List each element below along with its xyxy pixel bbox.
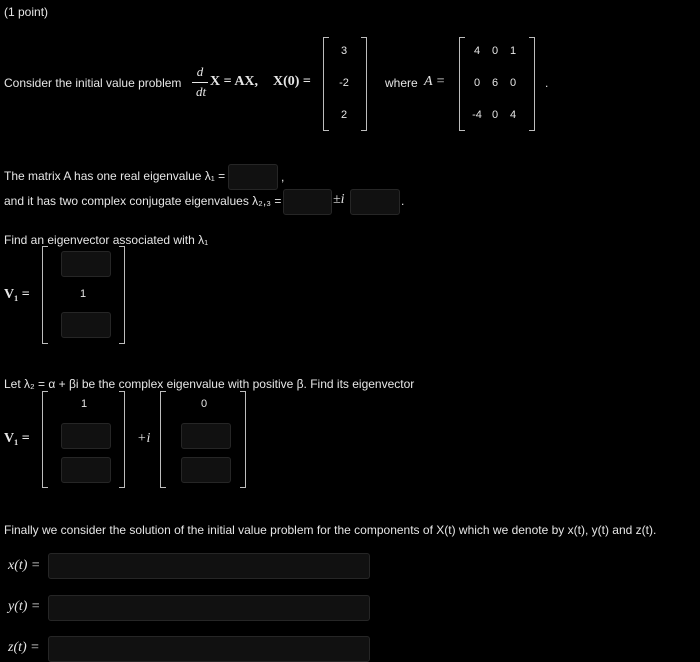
problem-period: . bbox=[545, 76, 549, 90]
x-t-label: x(t) = bbox=[8, 558, 41, 573]
matrix-a-cell: 4 bbox=[473, 45, 481, 57]
complex-eigenvalue-real-input[interactable] bbox=[283, 189, 332, 215]
period: . bbox=[401, 194, 405, 208]
fraction-line bbox=[192, 82, 208, 83]
ode-rhs: X = AX, bbox=[210, 74, 259, 89]
matrix-a-cell: 0 bbox=[491, 109, 499, 121]
eigenvector1-entry: 1 bbox=[79, 288, 87, 300]
matrix-a-cell: -4 bbox=[472, 109, 482, 121]
v2-real-entry-input[interactable] bbox=[61, 423, 111, 449]
v1-label: V₁ = bbox=[4, 287, 30, 302]
matrix-a-cell: 0 bbox=[491, 45, 499, 57]
x-t-input[interactable] bbox=[48, 553, 370, 579]
eigenvector2-prompt: Let λ₂ = α + βi be the complex eigenvalue with positive β. Find its eigenvector bbox=[4, 377, 415, 391]
complex-eigenvalues-prompt: and it has two complex conjugate eigenvalues λ₂,₃ = bbox=[4, 194, 282, 208]
y-t-input[interactable] bbox=[48, 595, 370, 621]
v2-imag-entry-input[interactable] bbox=[181, 423, 231, 449]
points-label: (1 point) bbox=[4, 5, 49, 19]
x0-entry: -2 bbox=[339, 77, 349, 89]
comma: , bbox=[281, 170, 285, 184]
x0-label: X(0) = bbox=[273, 74, 311, 89]
matrix-a-cell: 1 bbox=[509, 45, 517, 57]
x0-entry: 3 bbox=[340, 45, 348, 57]
z-t-label: z(t) = bbox=[8, 640, 40, 655]
solution-prompt: Finally we consider the solution of the initial value problem for the components of X(t) which we denote by x(t), y(t) and z(t). bbox=[4, 523, 657, 537]
real-eigenvalue-input[interactable] bbox=[228, 164, 278, 190]
matrix-a-cell: 0 bbox=[473, 77, 481, 89]
v2-imag-right-bracket bbox=[240, 391, 246, 488]
plus-minus-i: ±i bbox=[333, 192, 345, 207]
v2-real-left-bracket bbox=[42, 391, 48, 488]
matrix-a-right-bracket bbox=[529, 37, 535, 131]
v2-real-right-bracket bbox=[119, 391, 125, 488]
eigenvector1-entry-input[interactable] bbox=[61, 251, 111, 277]
y-t-label: y(t) = bbox=[8, 599, 41, 614]
v2-label: V₁ = bbox=[4, 431, 30, 446]
derivative-numerator: d bbox=[196, 64, 204, 79]
v2-real-entry: 1 bbox=[80, 398, 88, 410]
problem-intro: Consider the initial value problem bbox=[4, 76, 182, 90]
matrix-a-cell: 0 bbox=[509, 77, 517, 89]
eigenvector1-entry-input[interactable] bbox=[61, 312, 111, 338]
v2-imag-entry: 0 bbox=[200, 398, 208, 410]
matrix-a-cell: 6 bbox=[491, 77, 499, 89]
v2-real-entry-input[interactable] bbox=[61, 457, 111, 483]
v1-left-bracket bbox=[42, 246, 48, 344]
derivative-denominator: dt bbox=[195, 84, 207, 99]
z-t-input[interactable] bbox=[48, 636, 370, 662]
eigenvector1-prompt: Find an eigenvector associated with λ₁ bbox=[4, 233, 209, 247]
a-label: A = bbox=[424, 74, 446, 89]
where-label: where bbox=[385, 76, 418, 90]
matrix-a-cell: 4 bbox=[509, 109, 517, 121]
v2-imag-entry-input[interactable] bbox=[181, 457, 231, 483]
x0-entry: 2 bbox=[340, 109, 348, 121]
v1-right-bracket bbox=[119, 246, 125, 344]
matrix-a-left-bracket bbox=[459, 37, 465, 131]
complex-eigenvalue-imag-input[interactable] bbox=[350, 189, 400, 215]
x0-right-bracket bbox=[361, 37, 367, 131]
real-eigenvalue-prompt: The matrix A has one real eigenvalue λ₁ = bbox=[4, 169, 226, 183]
v2-imag-left-bracket bbox=[160, 391, 166, 488]
plus-i: +i bbox=[137, 431, 151, 446]
